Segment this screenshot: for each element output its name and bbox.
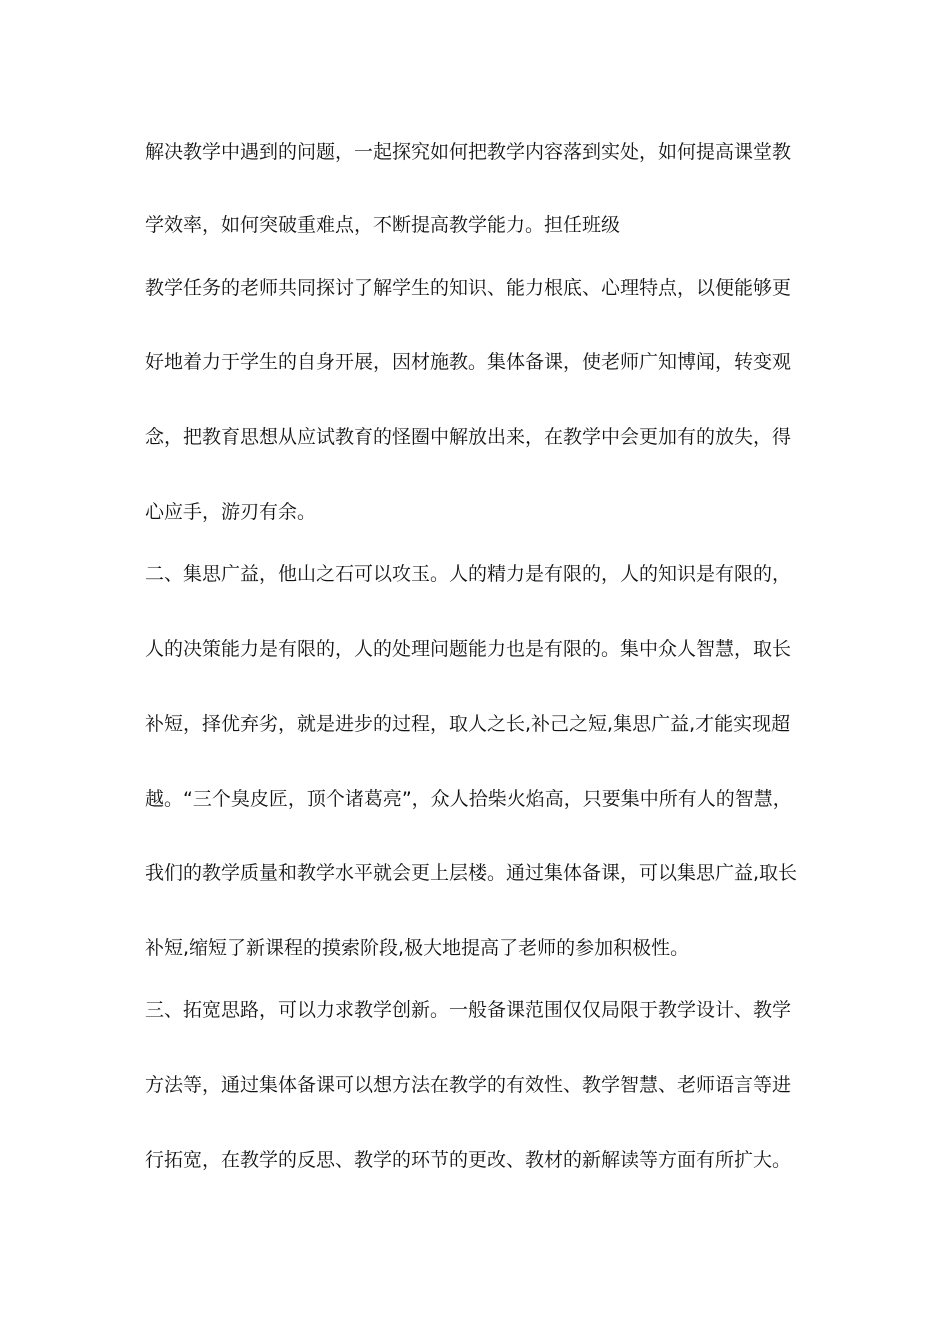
section-heading-line: 三、拓宽思路，可以力求教学创新。一般备课范围仅仅局限于教学设计、教学 [145,999,792,1021]
text-line: 解决教学中遇到的问题，一起探究如何把教学内容落到实处，如何提高课堂教 [145,141,792,163]
text-line: 补短，择优弃劣，就是进步的过程，取人之长,补己之短,集思广益,才能实现超 [145,713,791,735]
text-line: 我们的教学质量和教学水平就会更上层楼。通过集体备课，可以集思广益,取长 [145,862,798,884]
text-line: 心应手，游刃有余。 [145,501,317,523]
text-line: 人的决策能力是有限的，人的处理问题能力也是有限的。集中众人智慧，取长 [145,638,792,660]
text-line: 好地着力于学生的自身开展，因材施教。集体备课，使老师广知博闻，转变观 [145,351,792,373]
text-line: 越。“三个臭皮匠，顶个诸葛亮”，众人拾柴火焰高，只要集中所有人的智慧， [145,788,792,810]
section-heading-line: 二、集思广益，他山之石可以攻玉。人的精力是有限的，人的知识是有限的， [145,563,792,585]
text-line: 行拓宽，在教学的反思、教学的环节的更改、教材的新解读等方面有所扩大。 [145,1149,792,1171]
text-line: 补短,缩短了新课程的摸索阶段,极大地提高了老师的参加积极性。 [145,937,690,959]
text-line: 方法等，通过集体备课可以想方法在教学的有效性、教学智慧、老师语言等进 [145,1074,792,1096]
text-line: 教学任务的老师共同探讨了解学生的知识、能力根底、心理特点，以便能够更 [145,277,792,299]
text-line: 念，把教育思想从应试教育的怪圈中解放出来，在教学中会更加有的放失，得 [145,426,792,448]
text-line: 学效率，如何突破重难点，不断提高教学能力。担任班级 [145,214,621,236]
